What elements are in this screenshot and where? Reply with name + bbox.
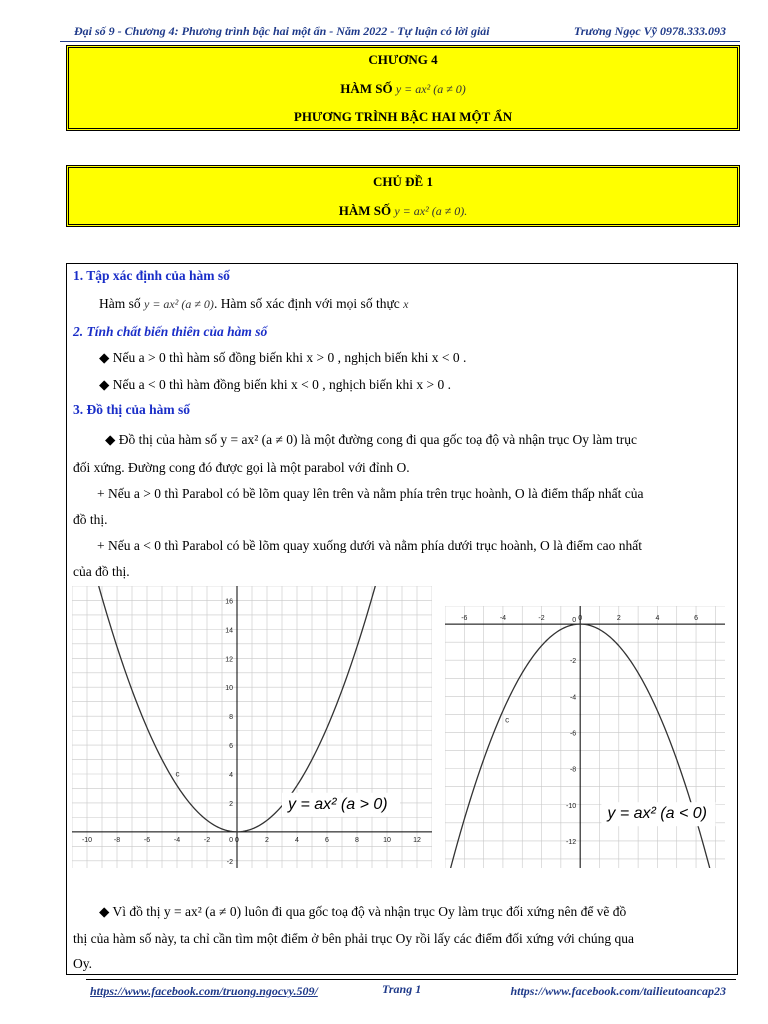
s2-b1-text: Nếu a > 0 thì hàm số đồng biến khi x > 0 , nghịch biến khi x < 0 . — [112, 350, 467, 365]
graph-formula: y = ax² (a > 0) — [288, 795, 388, 813]
x-tick-label: -6 — [461, 615, 468, 623]
chapter-number: CHƯƠNG 4 — [368, 52, 438, 67]
y-tick-label: 14 — [225, 627, 233, 635]
section-1-title: 1. Tập xác định của hàm số — [73, 268, 230, 283]
y-tick-label: 10 — [225, 685, 233, 693]
chapter-title-box — [66, 45, 740, 131]
section-3-para-2b: đồ thị. — [73, 512, 108, 527]
curve-label: c — [505, 715, 510, 725]
y-tick-label: -2 — [569, 658, 577, 666]
section-2-title: 2. Tính chất biến thiên của hàm số — [73, 324, 268, 339]
footer-left-link[interactable]: https://www.facebook.com/truong.ngocvy.509/ — [90, 984, 318, 998]
bullet-diamond-icon: ◆ — [99, 350, 110, 365]
s4-p1a-text: Vì đồ thị y = ax² (a ≠ 0) luôn đi qua gốc toạ độ và nhận trục Oy làm trục đối xứng nên để vẽ đồ — [112, 904, 627, 919]
x-tick-label: 2 — [616, 615, 621, 623]
chapter-function-prefix: HÀM SỐ — [340, 81, 393, 96]
x-tick-label: -8 — [113, 836, 121, 844]
topic-title-box — [66, 165, 740, 227]
section-3-para-3a: + Nếu a < 0 thì Parabol có bề lõm quay xuống dưới và nằm phía dưới trục hoành, O là điểm cao nhất — [97, 538, 643, 553]
section-3-title: 3. Đồ thị của hàm số — [73, 402, 191, 417]
header-divider — [60, 41, 740, 42]
y-tick-label: -6 — [569, 730, 577, 738]
y-tick-label: 16 — [225, 598, 233, 606]
bullet-diamond-icon: ◆ — [99, 904, 110, 919]
header-title: Đại số 9 - Chương 4: Phương trình bậc hai một ẩn - Năm 2022 - Tự luận có lời giải — [74, 24, 490, 38]
origin-label: 0 — [572, 617, 577, 625]
section-4-para-1c: Oy. — [73, 956, 92, 971]
y-tick-label: 8 — [229, 714, 233, 722]
x-tick-label: 8 — [355, 836, 359, 844]
content-box — [66, 263, 738, 975]
x-tick-label: 6 — [694, 615, 698, 623]
x-tick-label: 0 — [578, 615, 583, 623]
y-tick-label: -8 — [569, 766, 577, 774]
graph-formula: y = ax² (a < 0) — [607, 805, 707, 823]
footer-right-link[interactable]: https://www.facebook.com/tailieutoancap23 — [510, 984, 726, 998]
topic-number: CHỦ ĐỀ 1 — [373, 174, 433, 189]
x-tick-label: -2 — [203, 836, 211, 844]
s1-text-a: Hàm số — [99, 296, 141, 311]
graph-parabola-negative — [445, 606, 725, 868]
parabola-curve — [445, 624, 725, 868]
x-tick-label: 6 — [325, 836, 329, 844]
y-tick-label: 6 — [229, 743, 233, 751]
curve-label: c — [175, 769, 180, 779]
section-1-text — [99, 294, 408, 314]
topic-function-formula: y = ax² (a ≠ 0). — [394, 204, 468, 218]
header-author: Trương Ngọc Vỹ 0978.333.093 — [573, 24, 726, 38]
x-tick-label: 2 — [265, 836, 269, 844]
section-3-para-1b: đối xứng. Đường cong đó được gọi là một parabol với đỉnh O. — [73, 460, 410, 475]
x-tick-label: -6 — [143, 836, 151, 844]
s2-b2-text: Nếu a < 0 thì hàm đồng biến khi x < 0 , nghịch biến khi x > 0 . — [112, 377, 451, 392]
x-tick-label: -2 — [538, 615, 545, 623]
y-tick-label: 12 — [225, 656, 233, 664]
y-tick-label: 4 — [229, 772, 233, 779]
s1-formula: y = ax² (a ≠ 0) — [144, 297, 214, 311]
section-3-para-1a — [105, 430, 637, 450]
x-tick-label: -4 — [499, 615, 507, 623]
y-tick-label: -4 — [569, 694, 577, 702]
page-number: Trang 1 — [382, 982, 422, 996]
page-footer — [60, 980, 740, 1000]
s3-p1a-text: Đồ thị của hàm số y = ax² (a ≠ 0) là một đường cong đi qua gốc toạ độ và nhận trục Oy làm trục — [118, 432, 638, 447]
section-3-para-2a: + Nếu a > 0 thì Parabol có bề lõm quay lên trên và nằm phía trên trục hoành, O là điểm thấp nhất của — [97, 486, 644, 501]
y-tick-label: -12 — [566, 838, 577, 846]
y-tick-label: -2 — [226, 858, 233, 866]
x-tick-label: 4 — [295, 836, 299, 844]
y-tick-label: -10 — [566, 802, 577, 810]
section-4-para-1b: thị của hàm số này, ta chỉ cần tìm một điểm ở bên phải trục Oy rồi lấy các điểm đối xứng với chúng qua — [73, 931, 634, 946]
bullet-diamond-icon: ◆ — [99, 377, 110, 392]
x-tick-label: -10 — [81, 836, 93, 844]
y-tick-label: 2 — [229, 800, 233, 808]
graph-parabola-positive — [72, 586, 432, 868]
topic-function-prefix: HÀM SỐ — [338, 203, 392, 218]
section-3-para-3b: của đồ thị. — [73, 564, 130, 579]
chapter-function-formula: y = ax² (a ≠ 0) — [395, 82, 466, 96]
s1-variable: x — [403, 297, 409, 311]
origin-label: 0 — [229, 836, 233, 844]
x-tick-label: 4 — [655, 615, 660, 623]
section-4-para-1a — [99, 902, 626, 922]
section-2-bullet-2 — [99, 375, 451, 395]
topic-function-line — [69, 203, 737, 219]
section-2-bullet-1 — [99, 348, 466, 368]
page-header — [60, 24, 740, 42]
s1-text-b: . Hàm số xác định với mọi số thực — [213, 296, 400, 311]
chapter-function-line — [69, 81, 737, 97]
x-tick-label: 12 — [413, 836, 421, 844]
chapter-subtitle: PHƯƠNG TRÌNH BẬC HAI MỘT ẨN — [293, 109, 513, 124]
x-tick-label: 10 — [383, 836, 391, 844]
bullet-diamond-icon: ◆ — [105, 432, 116, 447]
x-tick-label: -4 — [173, 836, 181, 844]
x-tick-label: 0 — [235, 836, 239, 844]
